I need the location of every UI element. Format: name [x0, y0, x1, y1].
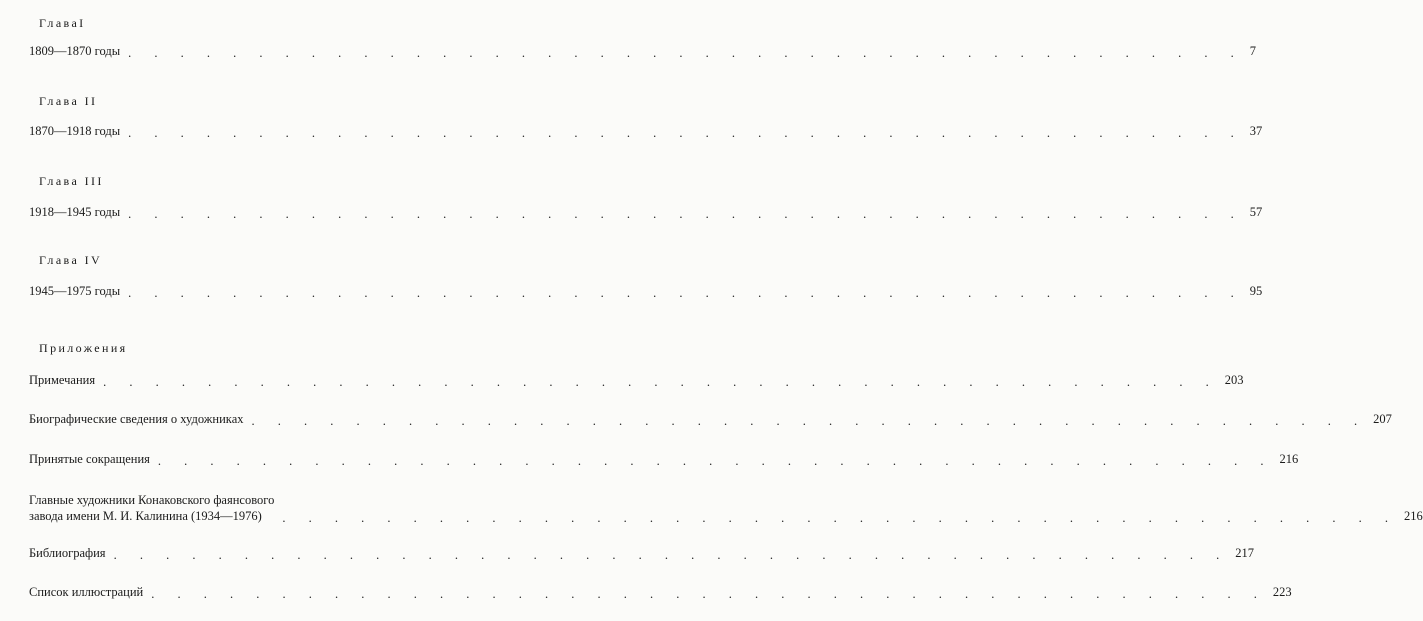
appendix-heading: Приложения — [39, 341, 128, 355]
chapter-2-heading: Глава II — [39, 94, 98, 108]
toc-entry-title-line-2: завода имени М. И. Калинина (1934—1976) — [29, 509, 262, 523]
toc-entry-abbreviations[interactable] — [29, 452, 1299, 468]
dot-leader: . . . . . . . . . . . . . . . . . . . . . . . . . . . . . . . . . . . . . . . . . . . — [113, 547, 1230, 562]
dot-leader: . . . . . . . . . . . . . . . . . . . . . . . . . . . . . . . . . . . . . . . . . . . — [157, 453, 1274, 468]
toc-entry-page: 207 — [1373, 412, 1392, 426]
dot-leader: . . . . . . . . . . . . . . . . . . . . . . . . . . . . . . . . . . . . . . . . . . . — [128, 125, 1244, 140]
toc-entry-chapter-3[interactable] — [29, 205, 1263, 221]
toc-entry-page: 216 — [1403, 509, 1423, 523]
toc-entry-page: 7 — [1249, 44, 1256, 58]
chapter-4-heading: Глава IV — [39, 253, 103, 267]
toc-entry-chapter-4[interactable] — [29, 284, 1263, 300]
toc-entry-title: 1870—1918 годы — [29, 124, 121, 138]
toc-entry-notes[interactable] — [29, 373, 1244, 389]
dot-leader: . . . . . . . . . . . . . . . . . . . . . . . . . . . . . . . . . . . . . . . . . . . — [128, 285, 1244, 300]
toc-entry-page: 216 — [1279, 452, 1299, 466]
dot-leader: . . . . . . . . . . . . . . . . . . . . . . . . . . . . . . . . . . . . . . . . . . . — [128, 45, 1244, 60]
dot-leader: . . . . . . . . . . . . . . . . . . . . . . . . . . . . . . . . . . . . . . . . . . . — [251, 413, 1368, 428]
chapter-1-heading: ГлаваI — [39, 16, 86, 30]
toc-entry-chapter-2[interactable] — [29, 124, 1263, 140]
toc-entry-title: Список иллюстраций — [29, 585, 144, 599]
toc-entry-page: 203 — [1224, 373, 1244, 387]
toc-entry-chief-artists[interactable] — [29, 492, 1423, 525]
toc-entry-biographies[interactable] — [29, 412, 1392, 428]
toc-entry-title: Принятые сокращения — [29, 452, 150, 466]
toc-entry-page: 217 — [1235, 546, 1254, 560]
toc-entry-title: Биографические сведения о художниках — [29, 412, 244, 426]
dot-leader: . . . . . . . . . . . . . . . . . . . . . . . . . . . . . . . . . . . . . . . . . . . — [151, 586, 1267, 601]
toc-entry-page: 223 — [1272, 585, 1292, 599]
toc-entry-bibliography[interactable] — [29, 546, 1254, 562]
toc-entry-page: 95 — [1249, 284, 1263, 298]
toc-entry-title: 1945—1975 годы — [29, 284, 121, 298]
dot-leader: . . . . . . . . . . . . . . . . . . . . . . . . . . . . . . . . . . . . . . . . . . . — [128, 206, 1244, 221]
chapter-3-heading: Глава III — [39, 174, 104, 188]
toc-entry-title — [29, 492, 274, 524]
toc-entry-title: Примечания — [29, 373, 96, 387]
dot-leader: . . . . . . . . . . . . . . . . . . . . . . . . . . . . . . . . . . . . . . . . . . . — [282, 510, 1398, 525]
toc-entry-title-line-1: Главные художники Конаковского фаянсового — [29, 493, 275, 507]
toc-entry-title: 1809—1870 годы — [29, 44, 121, 58]
toc-entry-page: 37 — [1249, 124, 1263, 138]
toc-entry-page: 57 — [1249, 205, 1263, 219]
dot-leader: . . . . . . . . . . . . . . . . . . . . . . . . . . . . . . . . . . . . . . . . . . . — [103, 374, 1219, 389]
toc-entry-title: Библиография — [29, 546, 106, 560]
toc-entry-title: 1918—1945 годы — [29, 205, 121, 219]
toc-entry-illustrations[interactable] — [29, 585, 1292, 601]
toc-entry-chapter-1[interactable] — [29, 44, 1256, 60]
